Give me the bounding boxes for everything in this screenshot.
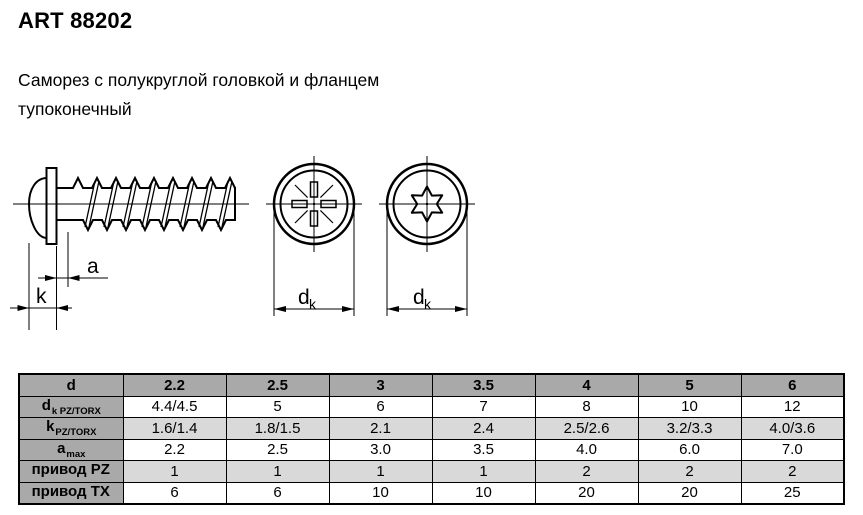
table-cell: 6 [329,396,432,418]
col-header-size: 5 [638,374,741,396]
product-description [18,66,379,124]
pz-dk-label: d [298,286,310,309]
row-label-drive-pz: привод PZ [19,461,123,483]
side-view-dimensions [10,232,108,330]
subtitle-line-2: тупоконечный [18,99,132,119]
table-cell: 1 [123,461,226,483]
table-cell: 4.0/3.6 [741,418,844,440]
table-cell: 3.5 [432,439,535,461]
table-row-drive-tx [19,482,844,504]
table-cell: 25 [741,482,844,504]
table-cell: 1 [432,461,535,483]
table-cell: 6 [123,482,226,504]
dim-a-label: a [87,255,99,278]
table-cell: 20 [535,482,638,504]
table-cell: 3.0 [329,439,432,461]
table-header-row [19,374,844,396]
table-cell: 1 [226,461,329,483]
row-label-drive-tx: привод TX [19,482,123,504]
table-cell: 4.0 [535,439,638,461]
row-label-dk: $d_{k PZ/TORX}$ [19,396,123,418]
col-header-size: 4 [535,374,638,396]
table-cell: 10 [638,396,741,418]
technical-drawing [0,140,500,345]
table-row-k [19,418,844,440]
torx-dk-label: d [413,286,425,309]
screw-side-view [13,168,249,244]
table-cell: 1.8/1.5 [226,418,329,440]
subtitle-line-1: Саморез с полукруглой головкой и фланцем [18,70,380,90]
table-cell: 7 [432,396,535,418]
pz-dk-sublabel: k [309,296,316,312]
torx-dk-sublabel: k [424,296,431,312]
table-cell: 12 [741,396,844,418]
table-cell: 6 [226,482,329,504]
col-header-size: 3.5 [432,374,535,396]
table-cell: 6.0 [638,439,741,461]
table-row-dk [19,396,844,418]
col-header-size: 3 [329,374,432,396]
page-title: ART 88202 [18,8,133,33]
col-header-size: 6 [741,374,844,396]
table-row-amax [19,439,844,461]
table-cell: 2.4 [432,418,535,440]
table-cell: 7.0 [741,439,844,461]
dimensions-table [18,373,845,505]
table-cell: 2.2 [123,439,226,461]
table-cell: 2 [741,461,844,483]
pz-head-view [266,156,362,316]
torx-head-view [379,156,475,316]
table-row-drive-pz [19,461,844,483]
table-cell: 1 [329,461,432,483]
table-cell: 10 [329,482,432,504]
table-cell: 4.4/4.5 [123,396,226,418]
row-label-k: $k_{PZ/TORX}$ [19,418,123,440]
table-cell: 10 [432,482,535,504]
col-header-size: 2.2 [123,374,226,396]
table-cell: 2 [638,461,741,483]
table-cell: 8 [535,396,638,418]
table-cell: 2.5/2.6 [535,418,638,440]
table-cell: 3.2/3.3 [638,418,741,440]
table-cell: 2 [535,461,638,483]
col-header-size: 2.5 [226,374,329,396]
table-cell: 1.6/1.4 [123,418,226,440]
table-cell: 5 [226,396,329,418]
row-label-amax: $a_{max}$ [19,439,123,461]
dim-k-label: k [36,285,47,308]
col-header-d: d [19,374,123,396]
table-cell: 20 [638,482,741,504]
table-cell: 2.5 [226,439,329,461]
table-cell: 2.1 [329,418,432,440]
